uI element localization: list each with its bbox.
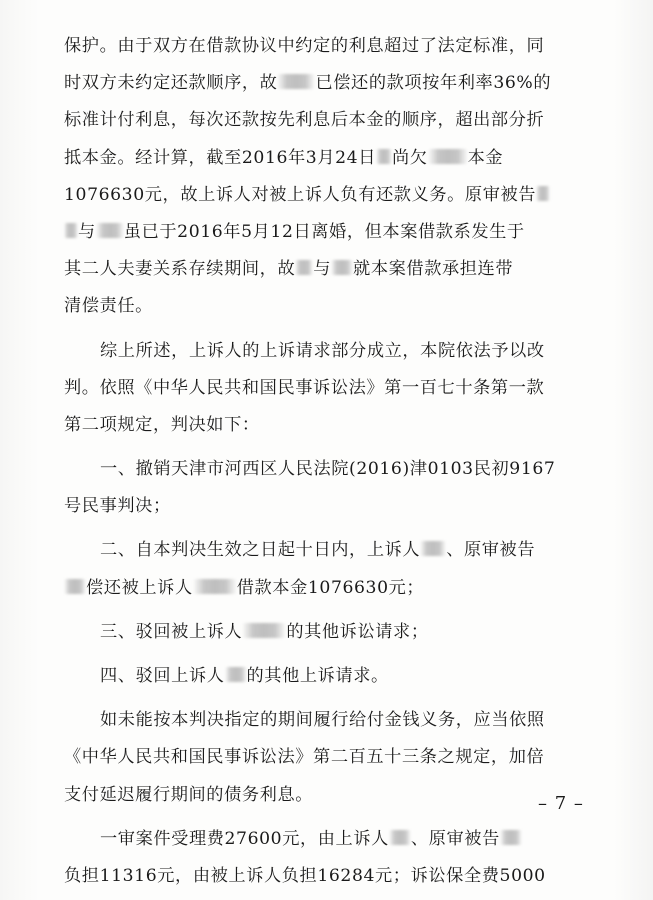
text-line (64, 28, 584, 65)
text-segment: 借款本金1076630元； (236, 577, 425, 598)
text-line (64, 214, 584, 251)
text-segment: 标准计付利息，每次还款按先利息后本金的顺序，超出部分折 (64, 110, 545, 131)
redacted-name (500, 830, 522, 845)
redacted-name (277, 74, 315, 89)
paragraph (64, 333, 584, 445)
text-segment: 号民事判决； (64, 496, 171, 517)
text-segment: 与 (78, 221, 96, 242)
text-line (64, 102, 584, 139)
text-line (64, 177, 584, 214)
text-line (64, 821, 584, 858)
text-line (64, 614, 584, 651)
redacted-name (389, 830, 411, 845)
text-segment: 负担11316元，由被上诉人负担16284元；诉讼保全费5000 (64, 865, 546, 886)
text-line (64, 451, 584, 488)
redacted-name (331, 260, 353, 275)
text-segment: 综上所述，上诉人的上诉请求部分成立，本院依法予以改 (100, 340, 545, 361)
text-segment: 时双方未约定还款顺序，故 (64, 73, 278, 94)
text-segment: 的其他上诉请求。 (246, 666, 389, 686)
judgment-text-body (64, 28, 584, 895)
text-segment: 支付延迟履行期间的债务利息。 (64, 784, 314, 805)
redacted-name (96, 223, 124, 238)
text-segment: 尚欠 (392, 147, 428, 168)
text-line (64, 570, 584, 607)
text-segment: 本金 (467, 147, 504, 168)
text-segment: 《中华人民共和国民事诉讼法》第二百五十三条之规定，加倍 (64, 747, 545, 768)
redacted-name (64, 223, 78, 238)
text-line (64, 407, 584, 444)
redacted-name (242, 623, 286, 638)
redacted-name (428, 149, 468, 164)
text-segment: 抵本金。经计算，截至2016年3月24日 (64, 147, 376, 168)
paragraph-gap (64, 607, 584, 614)
redacted-name (536, 186, 550, 201)
text-segment: 偿还被上诉人 (86, 577, 193, 598)
paragraph-gap (64, 814, 584, 821)
paragraph-gap (64, 651, 584, 658)
paragraph (64, 532, 584, 606)
text-line (64, 140, 584, 177)
text-segment: 1076630元，故上诉人对被上诉人负有还款义务。原审被告 (64, 184, 537, 205)
text-line (64, 777, 584, 814)
text-line (64, 702, 584, 739)
text-segment: 、原审被告 (410, 828, 500, 849)
text-segment: 三、驳回被上诉人 (100, 621, 243, 642)
text-line (64, 65, 584, 102)
text-segment: 四、驳回上诉人 (100, 666, 225, 686)
text-line (64, 333, 584, 370)
text-segment: 如未能按本判决指定的期间履行给付金钱义务，应当依照 (100, 710, 545, 731)
text-segment: 就本案借款承担连带 (353, 259, 514, 280)
text-segment: 一审案件受理费27600元，由上诉人 (100, 828, 389, 849)
redacted-name (64, 579, 86, 594)
text-segment: 二、自本判决生效之日起十日内，上诉人 (100, 540, 421, 561)
paragraph (64, 702, 584, 814)
text-segment: 清偿责任。 (64, 296, 153, 317)
page-number: – 7 – (538, 793, 584, 814)
text-line (64, 532, 584, 569)
redacted-name (193, 579, 237, 594)
text-segment: 已偿还的款项按年利率36%的 (315, 73, 552, 94)
text-line (64, 739, 584, 776)
text-segment: 第二项规定，判决如下： (64, 414, 260, 435)
paragraph-gap (64, 326, 584, 333)
text-line (64, 858, 584, 895)
redacted-name (420, 541, 446, 556)
text-line (64, 251, 584, 288)
paragraph (64, 614, 584, 651)
paragraph-gap (64, 695, 584, 702)
paragraph-gap (64, 444, 584, 451)
text-line (64, 488, 584, 525)
text-segment: 的其他诉讼请求； (286, 621, 429, 642)
text-line (64, 658, 584, 695)
paragraph (64, 451, 584, 525)
text-segment: 其二人夫妻关系存续期间，故 (64, 259, 296, 280)
paragraph-gap (64, 525, 584, 532)
redacted-name (225, 667, 247, 682)
text-line (64, 370, 584, 407)
redacted-name (295, 260, 313, 275)
text-segment: 判。依照《中华人民共和国民事诉讼法》第一百七十条第一款 (64, 377, 545, 398)
text-segment: 虽已于2016年5月12日离婚，但本案借款系发生于 (123, 221, 525, 242)
text-segment: 、原审被告 (446, 540, 536, 561)
paragraph (64, 821, 584, 895)
paragraph (64, 658, 584, 695)
text-line (64, 288, 584, 325)
text-segment: 一、撤销天津市河西区人民法院(2016)津0103民初9167 (100, 459, 556, 480)
text-segment: 与 (313, 259, 332, 280)
redacted-name (376, 149, 392, 164)
paragraph (64, 28, 584, 326)
text-segment: 保护。由于双方在借款协议中约定的利息超过了法定标准，同 (64, 36, 545, 56)
